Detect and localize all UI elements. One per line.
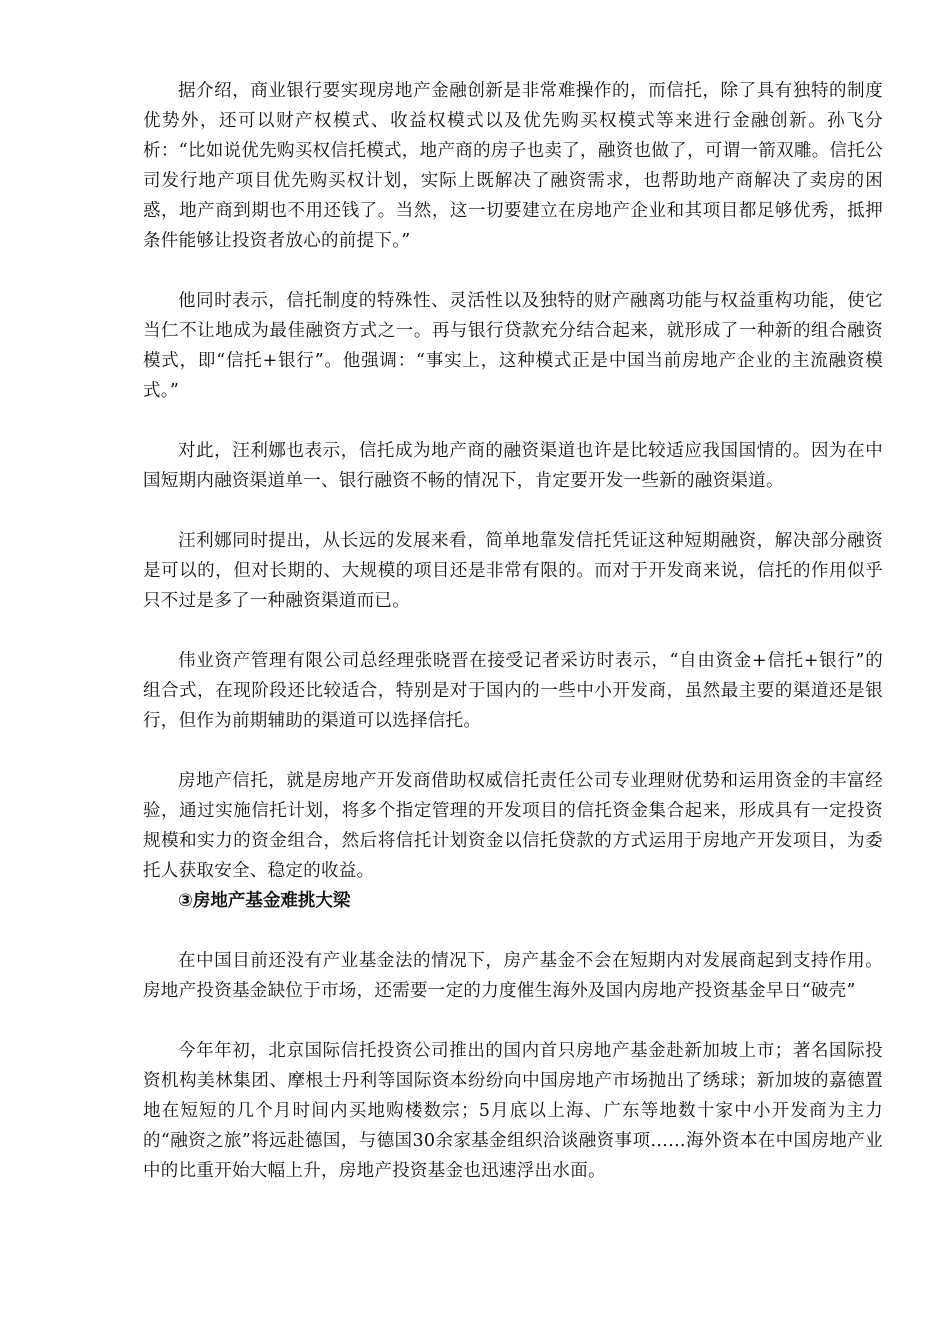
section-heading: ③房地产基金难挑大梁 [178,891,351,911]
document-body [143,76,883,1186]
paragraph-wang-lina-long-term: 汪利娜同时提出，从长远的发展来看，简单地靠发信托凭证这种短期融资，解决部分融资是可以的，但对长期的、大规模的项目还是非常有限的。而对于开发商来说，信托的作用似乎只不过是多了一种融资渠道而已。 [143,531,883,611]
paragraph-real-estate-trust-definition: 房地产信托，就是房地产开发商借助权威信托责任公司专业理财优势和运用资金的丰富经验，通过实施信托计划，将多个指定管理的开发项目的信托资金集合起来，形成具有一定投资规模和实力的资金组合，然后将信托计划资金以信托贷款的方式运用于房地产开发项目，为委托人获取安全、稳定的收益。 [143,771,883,881]
paragraph-trust-bank-model: 他同时表示，信托制度的特殊性、灵活性以及独特的财产融离功能与权益重构功能，使它当仁不让地成为最佳融资方式之一。再与银行贷款充分结合起来，就形成了一种新的组合融资模式，即“信托+银行”。他强调：“事实上，这种模式正是中国当前房地产企业的主流融资模式。” [143,291,883,401]
paragraph-trust-innovation: 据介绍，商业银行要实现房地产金融创新是非常难操作的，而信托，除了具有独特的制度优势外，还可以财产权模式、收益权模式以及优先购买权模式等来进行金融创新。孙飞分析：“比如说优先购买权信托模式，地产商的房子也卖了，融资也做了，可谓一箭双雕。信托公司发行地产项目优先购买权计划，实际上既解决了融资需求，也帮助地产商解决了卖房的困惑，地产商到期也不用还钱了。当然，这一切要建立在房地产企业和其项目都足够优秀，抵押条件能够让投资者放心的前提下。” [143,81,883,251]
paragraph-overseas-capital: 今年年初，北京国际信托投资公司推出的国内首只房地产基金赴新加坡上市；著名国际投资机构美林集团、摩根士丹利等国际资本纷纷向中国房地产市场抛出了绣球；新加坡的嘉德置地在短短的几个月时间内买地购楼数宗；5月底以上海、广东等地数十家中小开发商为主力的“融资之旅”将远赴德国，与德国30余家基金组织洽谈融资事项……海外资本在中国房地产业中的比重开始大幅上升，房地产投资基金也迅速浮出水面。 [143,1041,883,1181]
paragraph-wang-lina-view: 对此，汪利娜也表示，信托成为地产商的融资渠道也许是比较适应我国国情的。因为在中国短期内融资渠道单一、银行融资不畅的情况下，肯定要开发一些新的融资渠道。 [143,441,883,491]
paragraph-fund-law: 在中国目前还没有产业基金法的情况下，房产基金不会在短期内对发展商起到支持作用。房地产投资基金缺位于市场，还需要一定的力度催生海外及国内房地产投资基金早日“破壳” [143,951,883,1001]
paragraph-zhang-xiaojin-view: 伟业资产管理有限公司总经理张晓晋在接受记者采访时表示，“自由资金+信托+银行”的组合式，在现阶段还比较适合，特别是对于国内的一些中小开发商，虽然最主要的渠道还是银行，但作为前期辅助的渠道可以选择信托。 [143,651,883,731]
